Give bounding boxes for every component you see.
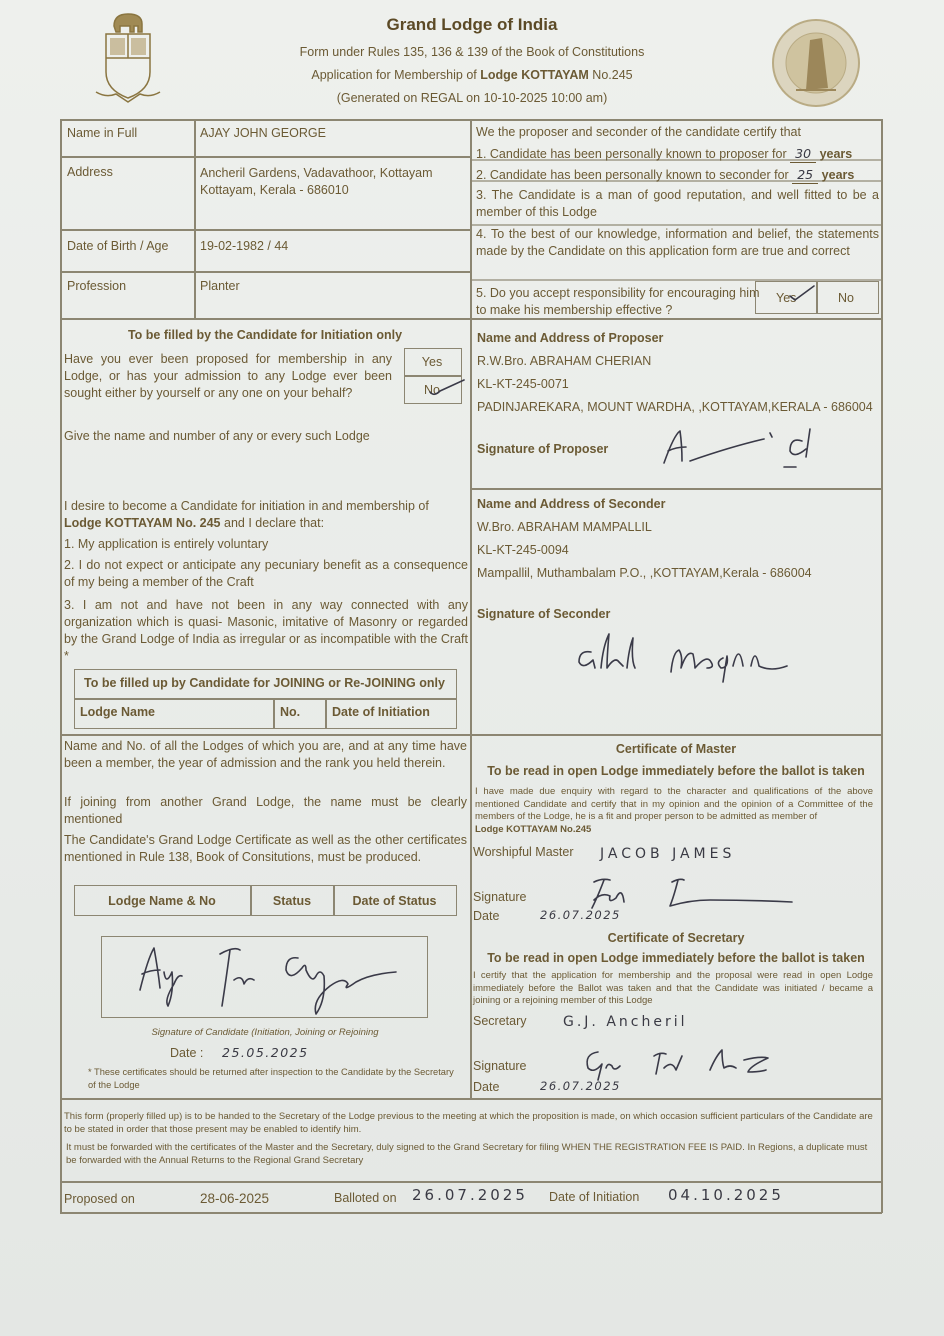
master-certificate-lodge: Lodge KOTTAYAM No.245: [475, 824, 592, 835]
name-label: Name in Full: [67, 126, 138, 140]
seconder-signature: [575, 632, 825, 684]
initiation-no-option[interactable]: No: [424, 383, 440, 397]
rules-subtitle: Form under Rules 135, 136 & 139 of the Book of Constitutions: [299, 45, 645, 59]
proposer-signature-label: Signature of Proposer: [477, 442, 609, 456]
initiation-question: Have you ever been proposed for membership in any Lodge, or has your admission to any Lodge ever been sought either by yourself or any one on your behalf?: [64, 352, 392, 400]
divider: [60, 119, 62, 1213]
seconder-address: Mampallil, Muthambalam P.O., ,KOTTAYAM,Kerala - 686004: [477, 566, 812, 580]
divider: [60, 1181, 882, 1183]
secretary-certificate-heading: Certificate of Secretary: [607, 931, 745, 945]
declaration-lodge: Lodge KOTTAYAM No. 245 and I declare that:: [64, 516, 325, 530]
footer-note-1: This form (properly filled up) is to be handed to the Secretary of the Lodge previous to the meeting at which the proposition is made, on which occasion sufficient particulars of the Candidate are to be stated in order that those present may be enabled to identify him.: [64, 1111, 873, 1135]
divider: [405, 375, 461, 377]
divider: [60, 734, 882, 736]
certificates-return-note: * These certificates should be returned after inspection to the Candidate by the Secretary of the Lodge: [88, 1067, 454, 1090]
proposer-years-field[interactable]: 30: [790, 145, 816, 163]
seconder-signature-label: Signature of Seconder: [477, 607, 611, 621]
responsibility-yes-option[interactable]: Yes: [776, 291, 797, 305]
address-label: Address: [67, 165, 113, 179]
proposer-name: R.W.Bro. ABRAHAM CHERIAN: [477, 354, 652, 368]
candidate-date-value: 25.05.2025: [222, 1045, 309, 1060]
footer-note-2: It must be forwarded with the certificates of the Master and the Secretary, duly signed to the Grand Secretary for filing WHEN THE REGISTRATION FEE IS PAID. In Regions, a duplicate must be forwarded with the Annual Returns to the Regional Grand Secretary: [66, 1142, 868, 1166]
joining-col-number: No.: [280, 705, 301, 719]
certification-item-2: 2. Candidate has been personally known to seconder for 25 years: [476, 167, 855, 182]
certification-item-4: 4. To the best of our knowledge, information and belief, the statements made by the Candidate on this application form are true and correct: [476, 227, 879, 258]
divider: [471, 488, 881, 490]
proposer-id: KL-KT-245-0071: [477, 377, 569, 391]
divider: [60, 1098, 882, 1100]
proposed-on-label: Proposed on: [64, 1192, 135, 1206]
checkmark-icon: [428, 378, 468, 398]
seconder-name: W.Bro. ABRAHAM MAMPALLIL: [477, 520, 652, 534]
responsibility-no-option[interactable]: No: [838, 291, 854, 305]
history-col-date: Date of Status: [352, 894, 437, 908]
master-certificate-subheading: To be read in open Lodge immediately before the ballot is taken: [487, 764, 865, 778]
secretary-date-value: 26.07.2025: [540, 1079, 621, 1093]
seconder-id: KL-KT-245-0094: [477, 543, 569, 557]
balloted-on-value: 26.07.2025: [412, 1186, 528, 1204]
history-col-lodge: Lodge Name & No: [108, 894, 216, 908]
profession-value: Planter: [200, 279, 240, 293]
seconder-heading: Name and Address of Seconder: [477, 497, 666, 511]
secretary-label: Secretary: [473, 1014, 527, 1028]
name-value: AJAY JOHN GEORGE: [200, 126, 326, 140]
address-line1: Ancheril Gardens, Vadavathoor, Kottayam: [200, 166, 433, 180]
master-signature: [580, 872, 800, 912]
proposed-on-value: 28-06-2025: [200, 1191, 270, 1206]
seconder-years-field[interactable]: 25: [792, 166, 818, 184]
declaration-item-2: 2. I do not expect or anticipate any pecuniary benefit as a consequence of my being a member of the Craft: [64, 558, 468, 589]
divider: [75, 698, 456, 700]
profession-label: Profession: [67, 279, 127, 293]
initiation-heading: To be filled by the Candidate for Initiation only: [127, 328, 403, 342]
divider: [60, 156, 471, 158]
history-col-status: Status: [272, 894, 312, 908]
give-lodge-name-label: Give the name and number of any or every such Lodge: [64, 429, 370, 443]
master-certificate-text: I have made due enquiry with regard to the character and qualifications of the above mentioned Candidate and certify that in my opinion and the opinion of a Committee of the members of the Lodge, he is a fit and proper person to be admitted as member of: [475, 786, 873, 822]
secretary-certificate-text: I certify that the application for membership and the proposal were read in open Lodge immediately before the Ballot was taken and that the Candidate was initiated / became a joining or a rejoining member of this Lodge: [473, 970, 873, 1006]
master-date-value: 26.07.2025: [540, 908, 621, 922]
worshipful-master-label: Worshipful Master: [473, 845, 574, 859]
divider: [325, 698, 327, 728]
secretary-date-label: Date: [473, 1080, 500, 1094]
declaration-intro: I desire to become a Candidate for initiation in and membership of: [64, 499, 429, 513]
joining-col-lodge-name: Lodge Name: [80, 705, 156, 719]
divider: [60, 229, 471, 231]
form-title: Grand Lodge of India: [386, 15, 558, 34]
secretary-signature-label: Signature: [473, 1059, 527, 1073]
joining-table-heading: To be filled up by Candidate for JOINING or Re-JOINING only: [84, 676, 445, 690]
divider: [194, 119, 196, 319]
divider: [273, 698, 275, 728]
candidate-signature: [130, 940, 410, 1016]
candidate-date-label: Date :: [170, 1046, 204, 1060]
secretary-name: G.J. Ancheril: [563, 1014, 688, 1030]
joining-col-date: Date of Initiation: [332, 705, 430, 719]
master-date-label: Date: [473, 909, 500, 923]
divider: [60, 271, 471, 273]
declaration-item-1: 1. My application is entirely voluntary: [64, 537, 269, 551]
certificates-required-note: The Candidate's Grand Lodge Certificate as well as the other certificates mentioned in Rule 138, Book of Consitutions, must be produced.: [64, 833, 467, 864]
proposer-heading: Name and Address of Proposer: [477, 331, 664, 345]
declaration-item-3: 3. I am not and have not been in any way connected with any organization which is quasi- Masonic, imitative of Masonry or regarded by the Grand Lodge of India as irregular or as incompatible with the Craft *: [64, 598, 468, 663]
proposer-address: PADINJAREKARA, MOUNT WARDHA, ,KOTTAYAM,KERALA - 686004: [477, 400, 873, 414]
certification-item-3: 3. The Candidate is a man of good reputation, and well fitted to be a member of this Lodge: [476, 188, 879, 219]
generated-timestamp: (Generated on REGAL on 10-10-2025 10:00 am): [336, 91, 608, 105]
application-subtitle: Application for Membership of Lodge KOTTAYAM No.245: [311, 68, 633, 82]
address-line2: Kottayam, Kerala - 686010: [200, 183, 349, 197]
certification-item-1: 1. Candidate has been personally known to proposer for 30 years: [476, 146, 853, 161]
master-certificate-heading: Certificate of Master: [615, 742, 737, 756]
date-of-initiation-label: Date of Initiation: [549, 1190, 640, 1204]
date-of-initiation-value: 04.10.2025: [668, 1186, 784, 1204]
divider: [881, 119, 883, 1213]
divider: [60, 1212, 882, 1214]
dob-value: 19-02-1982 / 44: [200, 239, 289, 253]
worshipful-master-name: JACOB JAMES: [600, 846, 736, 862]
secretary-signature: [580, 1046, 780, 1082]
secretary-certificate-subheading: To be read in open Lodge immediately before the ballot is taken: [487, 951, 865, 965]
initiation-yes-option[interactable]: Yes: [421, 355, 443, 369]
candidate-signature-caption: Signature of Candidate (Initiation, Joining or Rejoining: [151, 1027, 379, 1038]
dob-label: Date of Birth / Age: [67, 239, 169, 253]
certification-item-5: 5. Do you accept responsibility for encouraging him to make his membership effective ?: [476, 286, 760, 317]
lodges-history-instructions: Name and No. of all the Lodges of which you are, and at any time have been a member, the year of admission and the rank you held therein.: [64, 739, 467, 770]
certification-intro: We the proposer and seconder of the candidate certify that: [476, 125, 801, 139]
other-grand-lodge-note: If joining from another Grand Lodge, the name must be clearly mentioned: [64, 795, 467, 826]
balloted-on-label: Balloted on: [334, 1191, 397, 1205]
proposer-signature: [660, 425, 840, 470]
checkmark-icon: [788, 284, 818, 304]
master-signature-label: Signature: [473, 890, 527, 904]
